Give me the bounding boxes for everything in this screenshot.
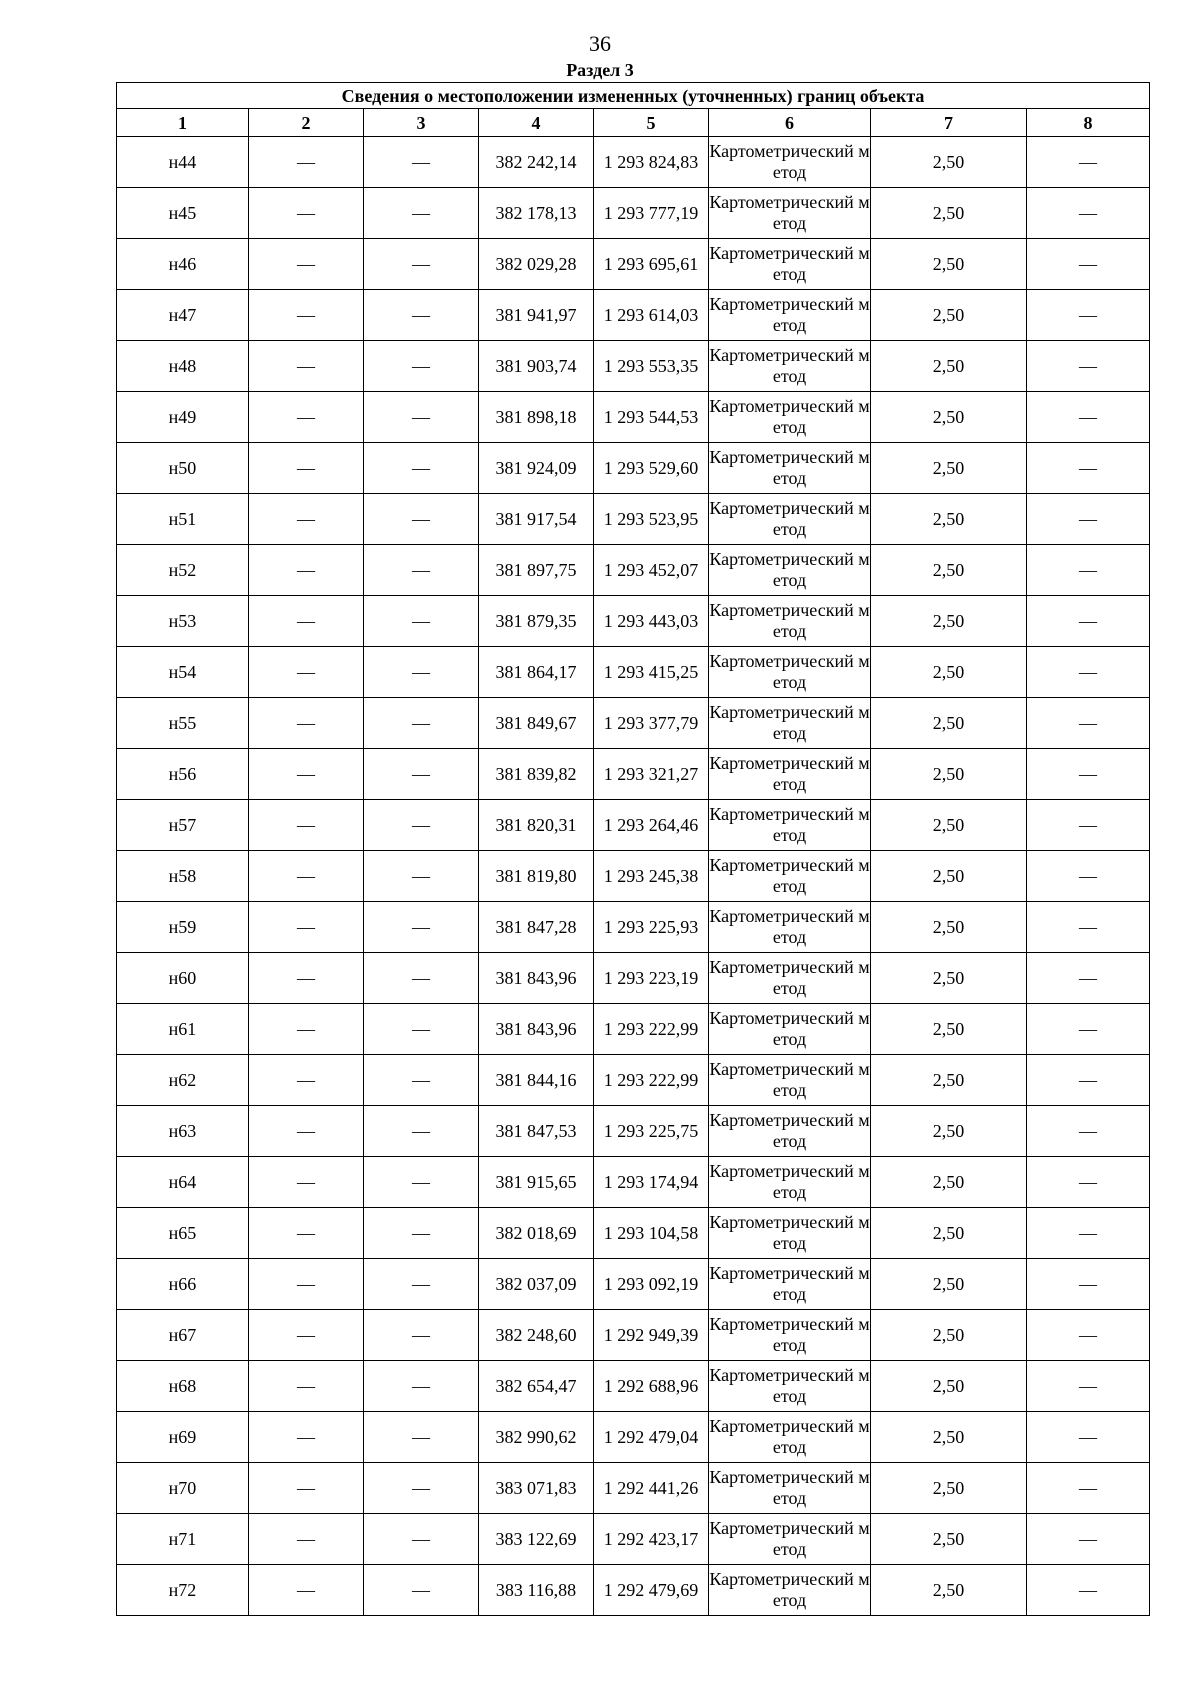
accuracy-cell: 2,50	[871, 698, 1027, 749]
accuracy-cell: 2,50	[871, 1361, 1027, 1412]
dash-cell: —	[1027, 1055, 1150, 1106]
accuracy-cell: 2,50	[871, 647, 1027, 698]
boundary-table	[116, 82, 1150, 1616]
dash-cell: —	[1027, 494, 1150, 545]
dash-cell: —	[249, 1514, 364, 1565]
dash-cell: —	[364, 902, 479, 953]
dash-cell: —	[249, 1565, 364, 1616]
accuracy-cell: 2,50	[871, 392, 1027, 443]
column-header: 2	[249, 109, 364, 137]
page-number: 36	[589, 31, 611, 56]
y-coordinate-cell: 1 293 614,03	[594, 290, 709, 341]
dash-cell: —	[1027, 1361, 1150, 1412]
dash-cell: —	[1027, 341, 1150, 392]
point-cell: н71	[117, 1514, 249, 1565]
accuracy-cell: 2,50	[871, 545, 1027, 596]
table-row	[117, 290, 1150, 341]
dash-cell: —	[364, 1157, 479, 1208]
x-coordinate-cell: 382 248,60	[479, 1310, 594, 1361]
table-row	[117, 1463, 1150, 1514]
table-body	[117, 137, 1150, 1616]
dash-cell: —	[1027, 1004, 1150, 1055]
table-row	[117, 443, 1150, 494]
dash-cell: —	[364, 1208, 479, 1259]
x-coordinate-cell: 381 897,75	[479, 545, 594, 596]
point-cell: н55	[117, 698, 249, 749]
y-coordinate-cell: 1 293 174,94	[594, 1157, 709, 1208]
x-coordinate-cell: 381 864,17	[479, 647, 594, 698]
method-cell: Картометрический метод	[709, 1514, 871, 1565]
table-row	[117, 1310, 1150, 1361]
table-row	[117, 1055, 1150, 1106]
dash-cell: —	[249, 953, 364, 1004]
dash-cell: —	[364, 953, 479, 1004]
dash-cell: —	[249, 1004, 364, 1055]
point-cell: н47	[117, 290, 249, 341]
dash-cell: —	[364, 749, 479, 800]
method-cell: Картометрический метод	[709, 1106, 871, 1157]
dash-cell: —	[1027, 851, 1150, 902]
y-coordinate-cell: 1 293 443,03	[594, 596, 709, 647]
x-coordinate-cell: 381 915,65	[479, 1157, 594, 1208]
accuracy-cell: 2,50	[871, 188, 1027, 239]
accuracy-cell: 2,50	[871, 1106, 1027, 1157]
accuracy-cell: 2,50	[871, 494, 1027, 545]
dash-cell: —	[249, 1310, 364, 1361]
method-cell: Картометрический метод	[709, 290, 871, 341]
table-row	[117, 596, 1150, 647]
y-coordinate-cell: 1 293 452,07	[594, 545, 709, 596]
dash-cell: —	[1027, 443, 1150, 494]
x-coordinate-cell: 382 029,28	[479, 239, 594, 290]
dash-cell: —	[249, 1208, 364, 1259]
dash-cell: —	[1027, 698, 1150, 749]
table-caption: Сведения о местоположении измененных (уточненных) границ объекта	[117, 83, 1150, 109]
accuracy-cell: 2,50	[871, 1208, 1027, 1259]
dash-cell: —	[249, 188, 364, 239]
accuracy-cell: 2,50	[871, 1463, 1027, 1514]
y-coordinate-cell: 1 293 529,60	[594, 443, 709, 494]
point-cell: н45	[117, 188, 249, 239]
x-coordinate-cell: 382 037,09	[479, 1259, 594, 1310]
dash-cell: —	[249, 443, 364, 494]
y-coordinate-cell: 1 293 245,38	[594, 851, 709, 902]
dash-cell: —	[249, 1157, 364, 1208]
dash-cell: —	[1027, 800, 1150, 851]
x-coordinate-cell: 381 820,31	[479, 800, 594, 851]
accuracy-cell: 2,50	[871, 596, 1027, 647]
dash-cell: —	[249, 902, 364, 953]
accuracy-cell: 2,50	[871, 1055, 1027, 1106]
method-cell: Картометрический метод	[709, 1463, 871, 1514]
table-row	[117, 1361, 1150, 1412]
method-cell: Картометрический метод	[709, 698, 871, 749]
dash-cell: —	[364, 1004, 479, 1055]
x-coordinate-cell: 381 847,28	[479, 902, 594, 953]
method-cell: Картометрический метод	[709, 239, 871, 290]
point-cell: н59	[117, 902, 249, 953]
x-coordinate-cell: 381 843,96	[479, 1004, 594, 1055]
point-cell: н64	[117, 1157, 249, 1208]
dash-cell: —	[1027, 392, 1150, 443]
x-coordinate-cell: 383 071,83	[479, 1463, 594, 1514]
y-coordinate-cell: 1 293 695,61	[594, 239, 709, 290]
dash-cell: —	[249, 1412, 364, 1463]
x-coordinate-cell: 382 990,62	[479, 1412, 594, 1463]
method-cell: Картометрический метод	[709, 1565, 871, 1616]
dash-cell: —	[1027, 137, 1150, 188]
point-cell: н69	[117, 1412, 249, 1463]
dash-cell: —	[1027, 1106, 1150, 1157]
table-row	[117, 647, 1150, 698]
dash-cell: —	[249, 1361, 364, 1412]
y-coordinate-cell: 1 293 824,83	[594, 137, 709, 188]
dash-cell: —	[1027, 1412, 1150, 1463]
dash-cell: —	[249, 851, 364, 902]
x-coordinate-cell: 381 924,09	[479, 443, 594, 494]
dash-cell: —	[249, 137, 364, 188]
point-cell: н62	[117, 1055, 249, 1106]
x-coordinate-cell: 381 903,74	[479, 341, 594, 392]
point-cell: н54	[117, 647, 249, 698]
accuracy-cell: 2,50	[871, 239, 1027, 290]
point-cell: н60	[117, 953, 249, 1004]
x-coordinate-cell: 381 879,35	[479, 596, 594, 647]
dash-cell: —	[364, 188, 479, 239]
table-row	[117, 698, 1150, 749]
method-cell: Картометрический метод	[709, 1310, 871, 1361]
dash-cell: —	[1027, 596, 1150, 647]
dash-cell: —	[249, 239, 364, 290]
y-coordinate-cell: 1 292 423,17	[594, 1514, 709, 1565]
x-coordinate-cell: 382 654,47	[479, 1361, 594, 1412]
x-coordinate-cell: 381 849,67	[479, 698, 594, 749]
dash-cell: —	[1027, 953, 1150, 1004]
dash-cell: —	[249, 1055, 364, 1106]
dash-cell: —	[249, 392, 364, 443]
point-cell: н58	[117, 851, 249, 902]
method-cell: Картометрический метод	[709, 953, 871, 1004]
method-cell: Картометрический метод	[709, 1157, 871, 1208]
dash-cell: —	[364, 1055, 479, 1106]
table-row	[117, 188, 1150, 239]
table-row	[117, 1004, 1150, 1055]
column-header: 8	[1027, 109, 1150, 137]
method-cell: Картометрический метод	[709, 902, 871, 953]
method-cell: Картометрический метод	[709, 137, 871, 188]
y-coordinate-cell: 1 293 377,79	[594, 698, 709, 749]
accuracy-cell: 2,50	[871, 902, 1027, 953]
point-cell: н57	[117, 800, 249, 851]
dash-cell: —	[249, 749, 364, 800]
table-row	[117, 494, 1150, 545]
accuracy-cell: 2,50	[871, 1004, 1027, 1055]
column-header: 4	[479, 109, 594, 137]
point-cell: н65	[117, 1208, 249, 1259]
dash-cell: —	[364, 392, 479, 443]
table-row	[117, 1565, 1150, 1616]
y-coordinate-cell: 1 293 092,19	[594, 1259, 709, 1310]
x-coordinate-cell: 381 898,18	[479, 392, 594, 443]
accuracy-cell: 2,50	[871, 1565, 1027, 1616]
table-row	[117, 1208, 1150, 1259]
point-cell: н53	[117, 596, 249, 647]
method-cell: Картометрический метод	[709, 800, 871, 851]
point-cell: н50	[117, 443, 249, 494]
y-coordinate-cell: 1 293 222,99	[594, 1004, 709, 1055]
y-coordinate-cell: 1 293 321,27	[594, 749, 709, 800]
table-row	[117, 239, 1150, 290]
dash-cell: —	[1027, 902, 1150, 953]
table-row	[117, 800, 1150, 851]
dash-cell: —	[1027, 749, 1150, 800]
dash-cell: —	[364, 290, 479, 341]
table-row	[117, 392, 1150, 443]
dash-cell: —	[1027, 239, 1150, 290]
dash-cell: —	[364, 1361, 479, 1412]
x-coordinate-cell: 381 843,96	[479, 953, 594, 1004]
dash-cell: —	[364, 494, 479, 545]
dash-cell: —	[249, 1259, 364, 1310]
table-row	[117, 1157, 1150, 1208]
dash-cell: —	[1027, 290, 1150, 341]
method-cell: Картометрический метод	[709, 494, 871, 545]
x-coordinate-cell: 381 941,97	[479, 290, 594, 341]
point-cell: н52	[117, 545, 249, 596]
dash-cell: —	[364, 341, 479, 392]
dash-cell: —	[249, 1106, 364, 1157]
dash-cell: —	[249, 341, 364, 392]
point-cell: н51	[117, 494, 249, 545]
accuracy-cell: 2,50	[871, 1157, 1027, 1208]
y-coordinate-cell: 1 292 688,96	[594, 1361, 709, 1412]
y-coordinate-cell: 1 293 553,35	[594, 341, 709, 392]
accuracy-cell: 2,50	[871, 1412, 1027, 1463]
dash-cell: —	[364, 545, 479, 596]
method-cell: Картометрический метод	[709, 1361, 871, 1412]
x-coordinate-cell: 383 122,69	[479, 1514, 594, 1565]
method-cell: Картометрический метод	[709, 1055, 871, 1106]
accuracy-cell: 2,50	[871, 800, 1027, 851]
column-header: 6	[709, 109, 871, 137]
dash-cell: —	[1027, 1259, 1150, 1310]
accuracy-cell: 2,50	[871, 851, 1027, 902]
x-coordinate-cell: 382 018,69	[479, 1208, 594, 1259]
dash-cell: —	[364, 698, 479, 749]
y-coordinate-cell: 1 293 222,99	[594, 1055, 709, 1106]
point-cell: н44	[117, 137, 249, 188]
dash-cell: —	[364, 800, 479, 851]
accuracy-cell: 2,50	[871, 341, 1027, 392]
accuracy-cell: 2,50	[871, 1310, 1027, 1361]
table-row	[117, 1514, 1150, 1565]
dash-cell: —	[1027, 1310, 1150, 1361]
column-header: 5	[594, 109, 709, 137]
accuracy-cell: 2,50	[871, 749, 1027, 800]
y-coordinate-cell: 1 293 104,58	[594, 1208, 709, 1259]
point-cell: н56	[117, 749, 249, 800]
column-header-row	[117, 109, 1150, 137]
dash-cell: —	[1027, 1208, 1150, 1259]
dash-cell: —	[364, 1514, 479, 1565]
table-row	[117, 137, 1150, 188]
table-row	[117, 749, 1150, 800]
dash-cell: —	[364, 851, 479, 902]
method-cell: Картометрический метод	[709, 341, 871, 392]
dash-cell: —	[1027, 1514, 1150, 1565]
dash-cell: —	[249, 494, 364, 545]
dash-cell: —	[249, 698, 364, 749]
y-coordinate-cell: 1 293 777,19	[594, 188, 709, 239]
dash-cell: —	[249, 290, 364, 341]
point-cell: н72	[117, 1565, 249, 1616]
method-cell: Картометрический метод	[709, 749, 871, 800]
y-coordinate-cell: 1 292 441,26	[594, 1463, 709, 1514]
dash-cell: —	[249, 800, 364, 851]
x-coordinate-cell: 381 917,54	[479, 494, 594, 545]
y-coordinate-cell: 1 293 523,95	[594, 494, 709, 545]
dash-cell: —	[364, 1259, 479, 1310]
point-cell: н49	[117, 392, 249, 443]
dash-cell: —	[1027, 647, 1150, 698]
accuracy-cell: 2,50	[871, 443, 1027, 494]
x-coordinate-cell: 382 242,14	[479, 137, 594, 188]
y-coordinate-cell: 1 293 225,93	[594, 902, 709, 953]
y-coordinate-cell: 1 293 264,46	[594, 800, 709, 851]
table-row	[117, 1106, 1150, 1157]
method-cell: Картометрический метод	[709, 647, 871, 698]
y-coordinate-cell: 1 293 223,19	[594, 953, 709, 1004]
point-cell: н48	[117, 341, 249, 392]
column-header: 1	[117, 109, 249, 137]
method-cell: Картометрический метод	[709, 1208, 871, 1259]
y-coordinate-cell: 1 293 415,25	[594, 647, 709, 698]
method-cell: Картометрический метод	[709, 1259, 871, 1310]
table-row	[117, 953, 1150, 1004]
table-row	[117, 545, 1150, 596]
dash-cell: —	[364, 1463, 479, 1514]
dash-cell: —	[364, 1310, 479, 1361]
point-cell: н70	[117, 1463, 249, 1514]
dash-cell: —	[364, 137, 479, 188]
method-cell: Картометрический метод	[709, 545, 871, 596]
dash-cell: —	[364, 647, 479, 698]
table-row	[117, 1259, 1150, 1310]
y-coordinate-cell: 1 293 225,75	[594, 1106, 709, 1157]
point-cell: н67	[117, 1310, 249, 1361]
dash-cell: —	[249, 647, 364, 698]
dash-cell: —	[249, 545, 364, 596]
method-cell: Картометрический метод	[709, 1004, 871, 1055]
section-title: Раздел 3	[566, 60, 634, 80]
accuracy-cell: 2,50	[871, 953, 1027, 1004]
dash-cell: —	[364, 1106, 479, 1157]
x-coordinate-cell: 381 839,82	[479, 749, 594, 800]
dash-cell: —	[364, 596, 479, 647]
accuracy-cell: 2,50	[871, 137, 1027, 188]
point-cell: н68	[117, 1361, 249, 1412]
method-cell: Картометрический метод	[709, 188, 871, 239]
table-row	[117, 902, 1150, 953]
x-coordinate-cell: 381 819,80	[479, 851, 594, 902]
point-cell: н63	[117, 1106, 249, 1157]
column-header: 7	[871, 109, 1027, 137]
accuracy-cell: 2,50	[871, 1514, 1027, 1565]
dash-cell: —	[1027, 1565, 1150, 1616]
point-cell: н66	[117, 1259, 249, 1310]
method-cell: Картометрический метод	[709, 392, 871, 443]
x-coordinate-cell: 383 116,88	[479, 1565, 594, 1616]
dash-cell: —	[1027, 1157, 1150, 1208]
y-coordinate-cell: 1 292 479,04	[594, 1412, 709, 1463]
method-cell: Картометрический метод	[709, 1412, 871, 1463]
point-cell: н46	[117, 239, 249, 290]
y-coordinate-cell: 1 292 949,39	[594, 1310, 709, 1361]
dash-cell: —	[1027, 1463, 1150, 1514]
x-coordinate-cell: 381 847,53	[479, 1106, 594, 1157]
y-coordinate-cell: 1 293 544,53	[594, 392, 709, 443]
method-cell: Картометрический метод	[709, 596, 871, 647]
table-row	[117, 341, 1150, 392]
dash-cell: —	[1027, 545, 1150, 596]
method-cell: Картометрический метод	[709, 851, 871, 902]
column-header: 3	[364, 109, 479, 137]
accuracy-cell: 2,50	[871, 290, 1027, 341]
x-coordinate-cell: 381 844,16	[479, 1055, 594, 1106]
dash-cell: —	[364, 239, 479, 290]
dash-cell: —	[249, 596, 364, 647]
dash-cell: —	[364, 1412, 479, 1463]
method-cell: Картометрический метод	[709, 443, 871, 494]
accuracy-cell: 2,50	[871, 1259, 1027, 1310]
dash-cell: —	[1027, 188, 1150, 239]
y-coordinate-cell: 1 292 479,69	[594, 1565, 709, 1616]
table-row	[117, 1412, 1150, 1463]
dash-cell: —	[364, 443, 479, 494]
dash-cell: —	[364, 1565, 479, 1616]
table-row	[117, 851, 1150, 902]
point-cell: н61	[117, 1004, 249, 1055]
dash-cell: —	[249, 1463, 364, 1514]
x-coordinate-cell: 382 178,13	[479, 188, 594, 239]
